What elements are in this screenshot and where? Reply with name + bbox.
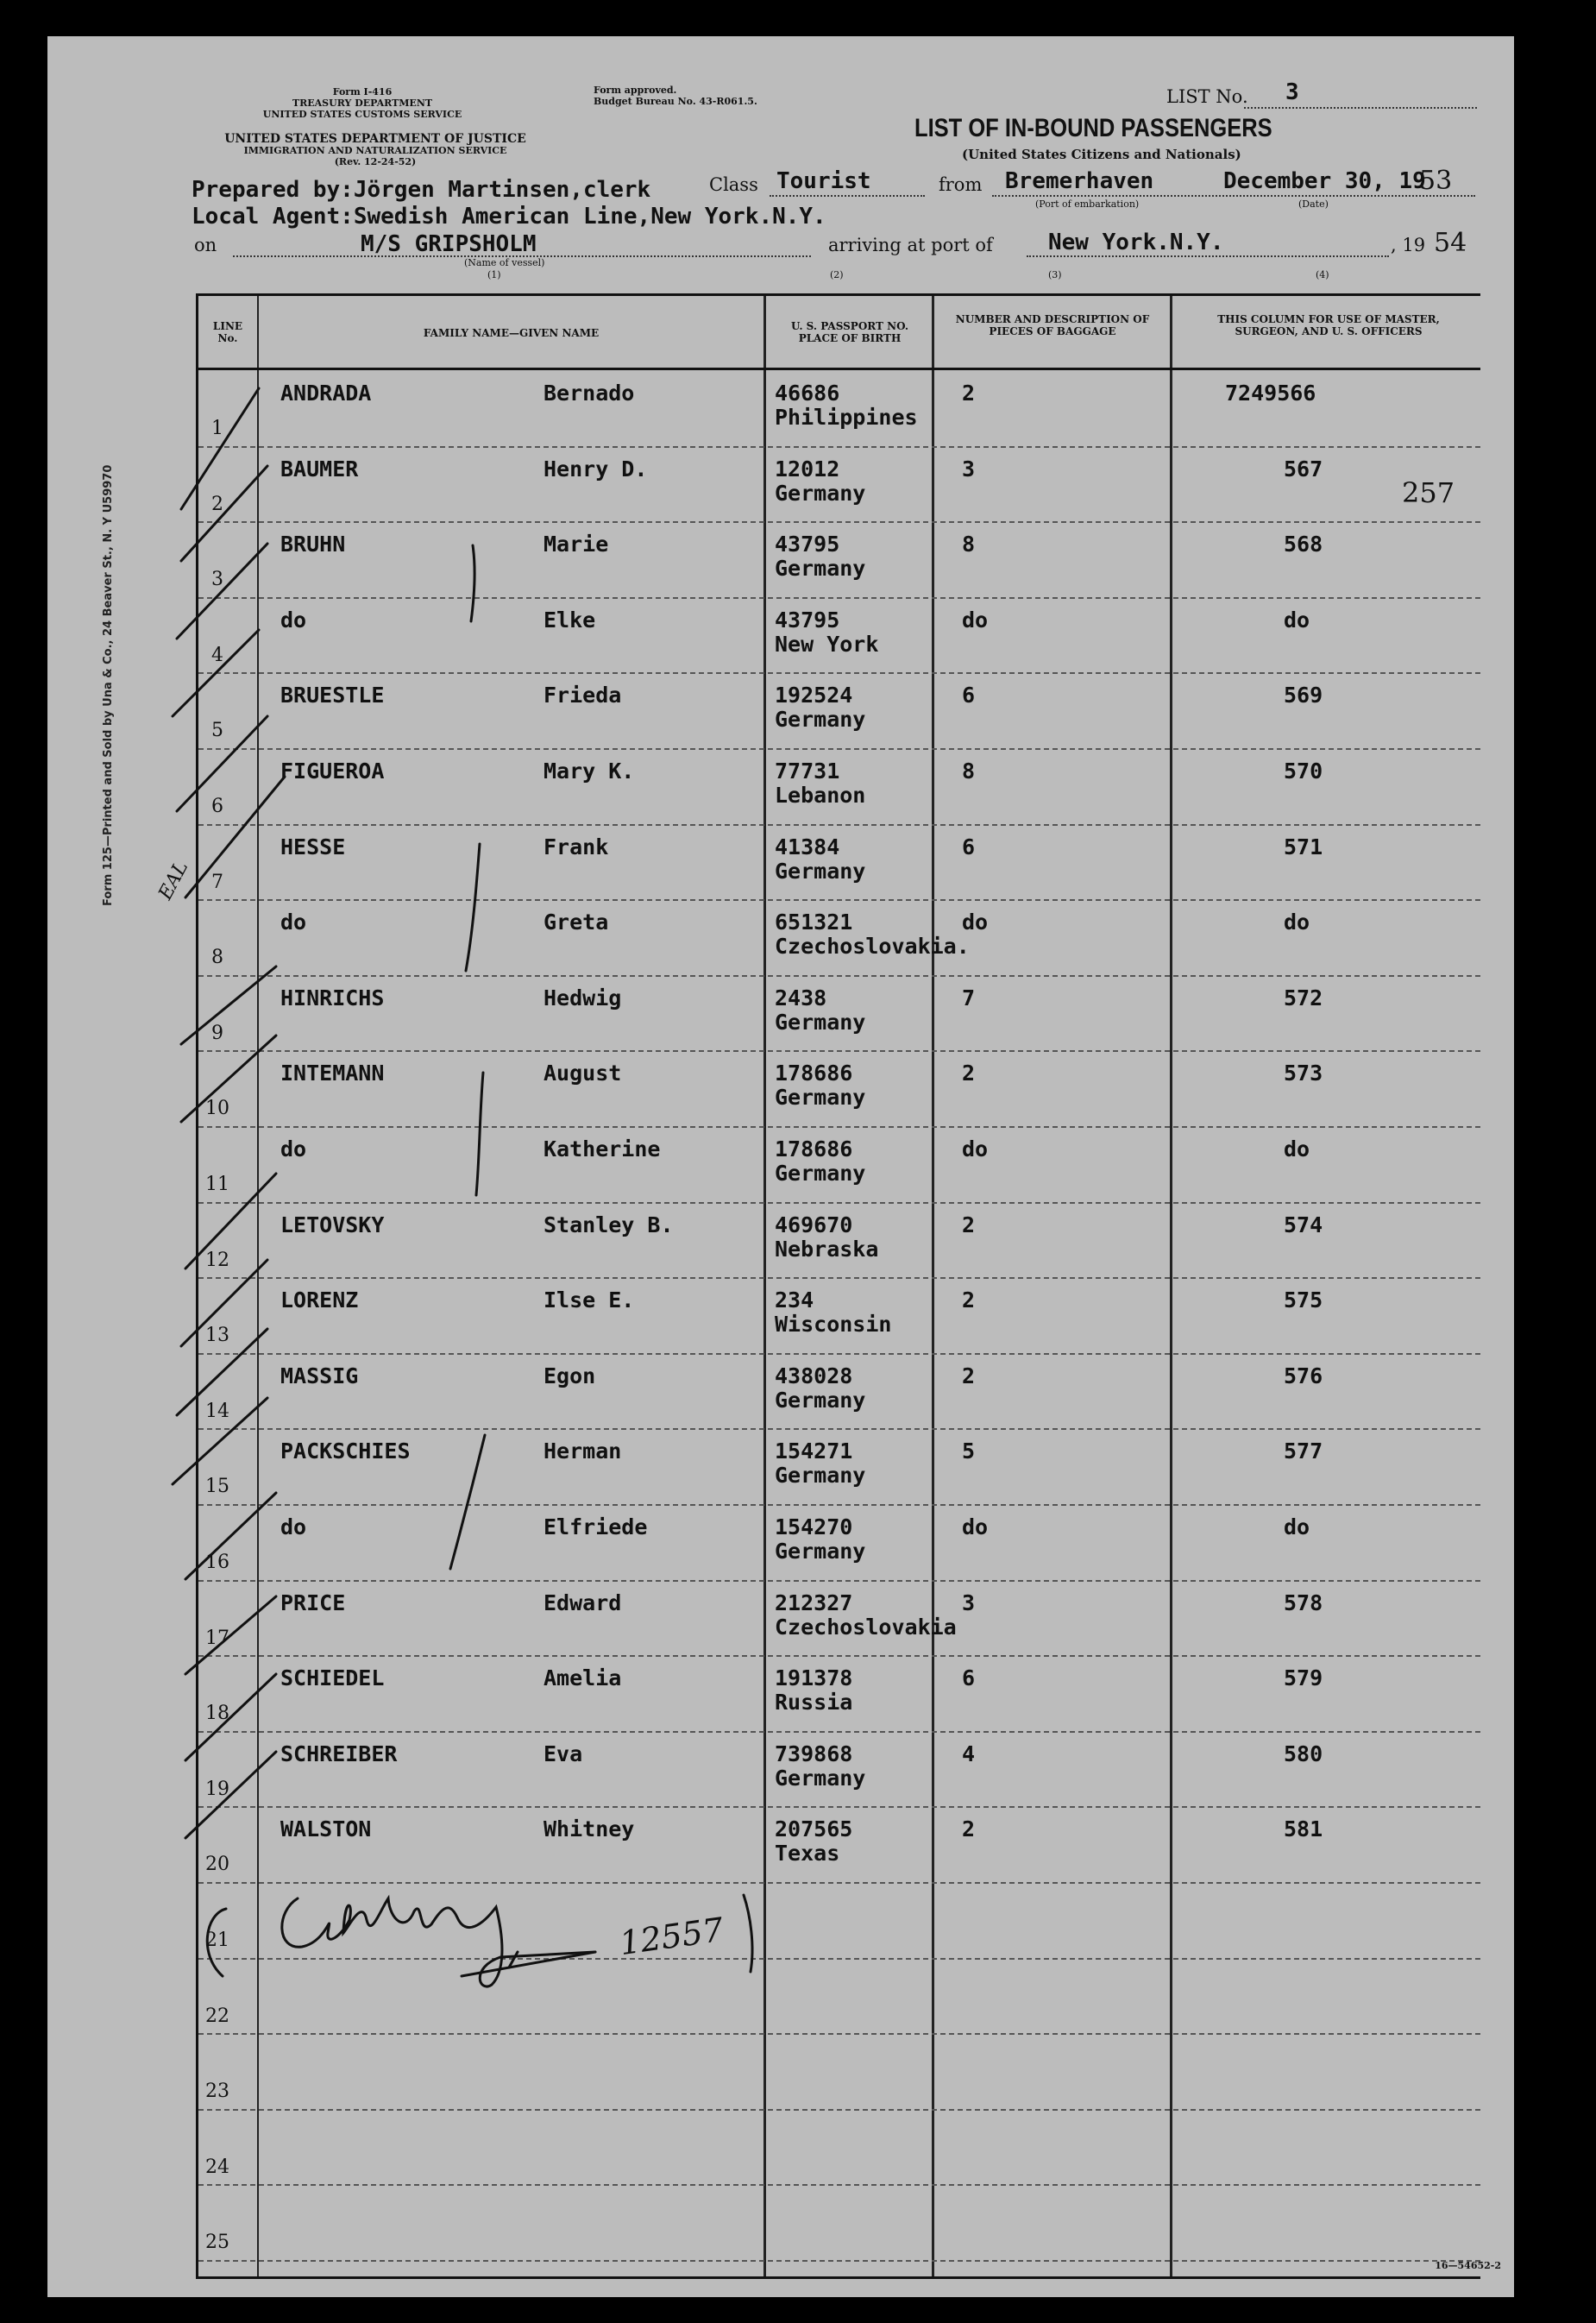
place-of-birth: Czechoslovakia xyxy=(775,1614,957,1640)
line-number: 19 xyxy=(205,1778,229,1800)
passport-number: 651321 xyxy=(775,910,853,935)
given-name: Hedwig xyxy=(544,985,622,1010)
col-num-1: (1) xyxy=(487,269,501,280)
place-of-birth: Germany xyxy=(775,1085,866,1111)
officer-number: 568 xyxy=(1284,532,1323,557)
given-name: Edward xyxy=(544,1590,622,1615)
line-number: 1 xyxy=(211,418,223,439)
line-number: 4 xyxy=(211,644,223,666)
baggage-count: do xyxy=(962,1514,989,1539)
baggage-count: do xyxy=(962,910,989,935)
passport-number: 212327 xyxy=(775,1590,853,1615)
officer-number: 571 xyxy=(1284,834,1323,859)
line-number: 10 xyxy=(205,1098,229,1120)
officer-number: do xyxy=(1284,910,1310,935)
col-num-4: (4) xyxy=(1316,269,1329,280)
line-number: 5 xyxy=(211,720,223,742)
list-number: 3 xyxy=(1285,79,1299,105)
header-baggage: NUMBER AND DESCRIPTION OF PIECES OF BAGGAGE xyxy=(955,313,1150,337)
family-name: do xyxy=(280,607,307,633)
check-mark xyxy=(181,466,267,561)
line-number: 9 xyxy=(211,1022,223,1044)
check-mark xyxy=(173,1398,267,1484)
given-name: Frieda xyxy=(544,683,622,708)
arrival-year: 54 xyxy=(1434,228,1467,258)
given-name: Egon xyxy=(544,1363,596,1388)
from-label: from xyxy=(939,174,983,195)
family-name: ANDRADA xyxy=(280,381,372,406)
place-of-birth: Germany xyxy=(775,1463,866,1489)
check-mark xyxy=(173,630,259,716)
check-mark xyxy=(181,966,276,1044)
list-title: LIST OF IN-BOUND PASSENGERS xyxy=(914,114,1272,142)
officer-number: 579 xyxy=(1284,1665,1323,1691)
passport-number: 234 xyxy=(775,1287,814,1313)
line-number: 17 xyxy=(205,1627,229,1649)
bracket-mark xyxy=(466,844,480,971)
place-of-birth: Nebraska xyxy=(775,1236,879,1262)
line-number: 18 xyxy=(205,1703,229,1725)
family-name: HINRICHS xyxy=(280,985,385,1010)
place-of-birth: Germany xyxy=(775,556,866,582)
baggage-count: 2 xyxy=(962,381,976,406)
bracket-mark xyxy=(450,1435,485,1569)
baggage-count: 6 xyxy=(962,683,976,708)
header-officers: THIS COLUMN FOR USE OF MASTER, SURGEON, AND U. S. OFFICERS xyxy=(1217,313,1440,337)
officer-number: 577 xyxy=(1284,1438,1323,1464)
baggage-count: 2 xyxy=(962,1061,976,1086)
given-name: Frank xyxy=(544,834,609,859)
officer-number: 574 xyxy=(1284,1212,1323,1237)
given-name: Whitney xyxy=(544,1816,635,1842)
line-number: 23 xyxy=(205,2081,229,2103)
revision: (Rev. 12-24-52) xyxy=(334,156,417,167)
given-name: Amelia xyxy=(544,1665,622,1691)
given-name: Eva xyxy=(544,1741,583,1766)
family-name: FIGUEROA xyxy=(280,759,385,784)
line-number: 3 xyxy=(211,569,223,591)
form-approved: Form approved. xyxy=(594,85,677,96)
passport-number: 192524 xyxy=(775,683,853,708)
check-mark xyxy=(177,1329,267,1415)
line-number: 11 xyxy=(205,1174,229,1195)
departure-date: December 30, 19 xyxy=(1223,168,1426,194)
header-family-name: FAMILY NAME—GIVEN NAME xyxy=(423,327,600,339)
col-num-2: (2) xyxy=(830,269,844,280)
given-name: Greta xyxy=(544,910,609,935)
arriving-label: arriving at port of xyxy=(828,235,993,255)
col-num-3: (3) xyxy=(1048,269,1062,280)
family-name: do xyxy=(280,910,307,935)
place-of-birth: Germany xyxy=(775,707,866,733)
given-name: Bernado xyxy=(544,381,635,406)
family-name: BAUMER xyxy=(280,456,359,482)
check-mark xyxy=(185,1596,276,1674)
passport-number: 469670 xyxy=(775,1212,853,1237)
family-name: SCHREIBER xyxy=(280,1741,398,1766)
line-number: 25 xyxy=(205,2232,229,2254)
family-name: do xyxy=(280,1514,307,1539)
baggage-count: 2 xyxy=(962,1287,976,1313)
customs-service: UNITED STATES CUSTOMS SERVICE xyxy=(262,109,462,120)
form-footer-code: 16—54652-2 xyxy=(1435,2260,1501,2271)
check-mark xyxy=(177,716,267,811)
bracket-mark xyxy=(476,1073,483,1195)
line-number: 12 xyxy=(205,1249,229,1271)
line-number: 21 xyxy=(205,1930,229,1951)
officer-number: 570 xyxy=(1284,759,1323,784)
circle-mark xyxy=(207,1909,226,1976)
baggage-count: 5 xyxy=(962,1438,976,1464)
passport-number: 46686 xyxy=(775,381,840,406)
place-of-birth: Germany xyxy=(775,1387,866,1413)
officer-number: 581 xyxy=(1284,1816,1323,1842)
passport-number: 438028 xyxy=(775,1363,853,1388)
family-name: do xyxy=(280,1136,307,1162)
line-number: 13 xyxy=(205,1325,229,1347)
header-passport: U. S. PASSPORT NO. PLACE OF BIRTH xyxy=(790,320,909,344)
given-name: Stanley B. xyxy=(544,1212,674,1237)
line-number: 8 xyxy=(211,947,223,969)
baggage-count: 8 xyxy=(962,759,976,784)
officer-number: 7249566 xyxy=(1225,381,1316,406)
arrival-port: New York.N.Y. xyxy=(1048,230,1224,255)
check-mark xyxy=(185,1174,276,1269)
signature-scrawl xyxy=(744,1895,752,1972)
budget-bureau: Budget Bureau No. 43-R061.5. xyxy=(594,96,757,107)
family-name: LETOVSKY xyxy=(280,1212,385,1237)
officer-number: 569 xyxy=(1284,683,1323,708)
place-of-birth: Philippines xyxy=(775,405,918,430)
passport-number: 207565 xyxy=(775,1816,853,1842)
place-of-birth: Lebanon xyxy=(775,783,866,808)
baggage-count: 4 xyxy=(962,1741,976,1766)
family-name: PRICE xyxy=(280,1590,346,1615)
officer-number: 572 xyxy=(1284,985,1323,1010)
baggage-count: 3 xyxy=(962,456,976,482)
place-of-birth: Germany xyxy=(775,1161,866,1186)
header-line-no: LINE No. xyxy=(212,320,243,344)
passport-number: 191378 xyxy=(775,1665,853,1691)
line-number: 22 xyxy=(205,2005,229,2027)
passport-number: 739868 xyxy=(775,1741,853,1766)
family-name: MASSIG xyxy=(280,1363,359,1388)
line-number: 6 xyxy=(211,796,223,817)
line-number: 15 xyxy=(205,1476,229,1498)
class-label: Class xyxy=(709,174,758,195)
family-name: WALSTON xyxy=(280,1816,372,1842)
class-value: Tourist xyxy=(776,168,871,194)
check-mark xyxy=(177,544,267,639)
embarkation-caption: (Port of embarkation) xyxy=(1035,198,1140,210)
list-number-label: LIST No. xyxy=(1166,86,1248,107)
baggage-count: 2 xyxy=(962,1212,976,1237)
passport-number: 77731 xyxy=(775,759,840,784)
baggage-count: 2 xyxy=(962,1363,976,1388)
family-name: BRUESTLE xyxy=(280,683,385,708)
passport-number: 43795 xyxy=(775,607,840,633)
passport-number: 154271 xyxy=(775,1438,853,1464)
place-of-birth: Czechoslovakia. xyxy=(775,934,970,960)
check-mark xyxy=(185,1674,276,1760)
printer-imprint: Form 125—Printed and Sold by Una & Co., 24 Beaver St., N. Y U59970 xyxy=(102,464,115,906)
officer-number: 575 xyxy=(1284,1287,1323,1313)
baggage-count: 2 xyxy=(962,1816,976,1842)
form-number: Form I-416 xyxy=(332,86,393,98)
family-name: SCHIEDEL xyxy=(280,1665,385,1691)
given-name: Elfriede xyxy=(544,1514,648,1539)
place-of-birth: Texas xyxy=(775,1841,840,1867)
given-name: Henry D. xyxy=(544,456,648,482)
officer-number: 578 xyxy=(1284,1590,1323,1615)
given-name: Marie xyxy=(544,532,609,557)
passport-number: 2438 xyxy=(775,985,827,1010)
signature-number: 12557 xyxy=(617,1910,726,1963)
baggage-count: 6 xyxy=(962,834,976,859)
given-name: August xyxy=(544,1061,622,1086)
line-number: 14 xyxy=(205,1400,229,1422)
passport-number: 43795 xyxy=(775,532,840,557)
margin-initials: EAL xyxy=(154,858,193,903)
passport-number: 41384 xyxy=(775,834,840,859)
place-of-birth: Germany xyxy=(775,858,866,884)
bracket-mark xyxy=(471,545,474,621)
place-of-birth: Germany xyxy=(775,1765,866,1791)
vessel-name: M/S GRIPSHOLM xyxy=(361,231,537,257)
baggage-count: do xyxy=(962,1136,989,1162)
place-of-birth: Russia xyxy=(775,1690,853,1715)
baggage-count: 8 xyxy=(962,532,976,557)
baggage-count: 6 xyxy=(962,1665,976,1691)
margin-number: 257 xyxy=(1402,476,1455,509)
family-name: BRUHN xyxy=(280,532,346,557)
line-number: 16 xyxy=(205,1552,229,1573)
place-of-birth: Wisconsin xyxy=(775,1312,892,1338)
place-of-birth: New York xyxy=(775,631,879,657)
arrival-year-prefix: , 19 xyxy=(1391,235,1426,255)
line-number: 2 xyxy=(211,493,223,515)
officer-number: do xyxy=(1284,1136,1310,1162)
check-mark xyxy=(185,1493,276,1579)
on-label: on xyxy=(194,235,217,255)
treasury-dept: TREASURY DEPARTMENT xyxy=(292,98,433,109)
family-name: PACKSCHIES xyxy=(280,1438,411,1464)
family-name: LORENZ xyxy=(280,1287,359,1313)
check-mark xyxy=(181,388,259,509)
baggage-count: 7 xyxy=(962,985,976,1010)
family-name: INTEMANN xyxy=(280,1061,385,1086)
list-subtitle: (United States Citizens and Nationals) xyxy=(962,147,1241,162)
prepared-by: Prepared by:Jörgen Martinsen,clerk xyxy=(192,177,651,203)
line-number: 7 xyxy=(211,871,223,893)
line-number: 24 xyxy=(205,2156,229,2178)
officer-number: do xyxy=(1284,1514,1310,1539)
officer-number: 573 xyxy=(1284,1061,1323,1086)
place-of-birth: Germany xyxy=(775,1539,866,1564)
signature-scrawl xyxy=(282,1898,595,1986)
officer-number: 576 xyxy=(1284,1363,1323,1388)
family-name: HESSE xyxy=(280,834,346,859)
place-of-birth: Germany xyxy=(775,480,866,506)
baggage-count: 3 xyxy=(962,1590,976,1615)
line-number: 20 xyxy=(205,1854,229,1876)
local-agent: Local Agent:Swedish American Line,New York.N.Y. xyxy=(192,204,826,230)
baggage-count: do xyxy=(962,607,989,633)
passport-number: 154270 xyxy=(775,1514,853,1539)
given-name: Mary K. xyxy=(544,759,635,784)
vessel-caption: (Name of vessel) xyxy=(464,257,545,268)
officer-number: do xyxy=(1284,607,1310,633)
given-name: Katherine xyxy=(544,1136,661,1162)
officer-number: 580 xyxy=(1284,1741,1323,1766)
embarkation-port: Bremerhaven xyxy=(1005,168,1154,194)
check-mark xyxy=(185,777,285,897)
passport-number: 178686 xyxy=(775,1061,853,1086)
check-mark xyxy=(181,1036,276,1122)
immigration-service: IMMIGRATION AND NATURALIZATION SERVICE xyxy=(243,145,507,156)
given-name: Herman xyxy=(544,1438,622,1464)
passport-number: 12012 xyxy=(775,456,840,482)
justice-dept: UNITED STATES DEPARTMENT OF JUSTICE xyxy=(224,132,526,146)
date-caption: (Date) xyxy=(1298,198,1329,210)
officer-number: 567 xyxy=(1284,456,1323,482)
departure-year: 53 xyxy=(1419,166,1453,196)
given-name: Elke xyxy=(544,607,596,633)
given-name: Ilse E. xyxy=(544,1287,635,1313)
check-mark xyxy=(185,1752,276,1838)
check-mark xyxy=(181,1260,267,1346)
passport-number: 178686 xyxy=(775,1136,853,1162)
place-of-birth: Germany xyxy=(775,1009,866,1035)
